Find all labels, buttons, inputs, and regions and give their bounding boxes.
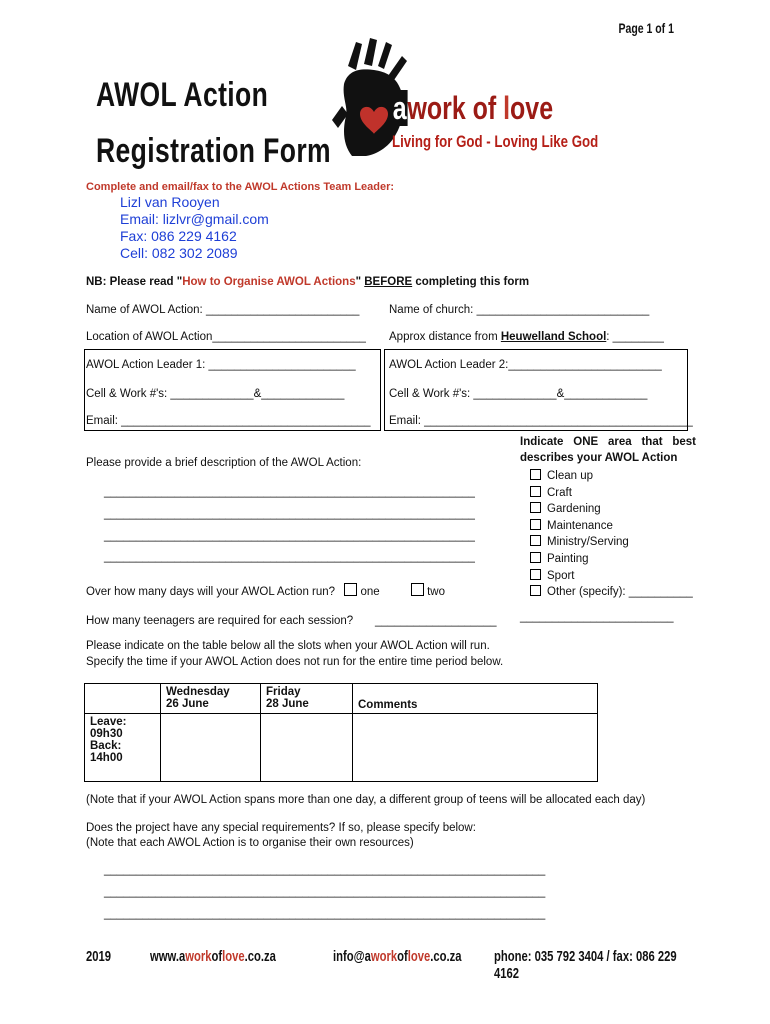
- days-question: Over how many days will your AWOL Action run? one two: [86, 583, 445, 598]
- brand-name: awork of love: [392, 90, 554, 126]
- contact-fax: Fax: 086 229 4162: [120, 228, 237, 244]
- area-option-label: Other (specify): __________: [547, 586, 693, 599]
- church-field[interactable]: Name of church: ___________________________: [389, 304, 650, 316]
- email2-field[interactable]: Email: __________________________________________: [389, 415, 693, 427]
- location-field[interactable]: Location of AWOL Action________________________: [86, 331, 366, 343]
- special-line[interactable]: _____________________________________________________________________: [104, 908, 546, 920]
- special-note: (Note that each AWOL Action is to organise their own resources): [86, 837, 414, 849]
- checkbox[interactable]: [530, 585, 541, 596]
- action-name-field[interactable]: Name of AWOL Action: ________________________: [86, 304, 360, 316]
- form-title-line1: AWOL Action: [96, 76, 269, 114]
- contact-cell: Cell: 082 302 2089: [120, 245, 238, 261]
- footer-website[interactable]: www.aworkoflove.co.za: [150, 948, 276, 965]
- area-other-line[interactable]: ________________________: [520, 610, 674, 623]
- teens-label: How many teenagers are required for each session?: [86, 615, 354, 627]
- checkbox[interactable]: [530, 552, 541, 563]
- special-line[interactable]: _____________________________________________________________________: [104, 886, 546, 898]
- leader2-field[interactable]: AWOL Action Leader 2:________________________: [389, 359, 662, 371]
- cell2-field[interactable]: Cell & Work #'s: _____________&_____________: [389, 388, 648, 400]
- area-option[interactable]: [530, 485, 696, 502]
- days-two-label: two: [427, 586, 445, 598]
- note-span: (Note that if your AWOL Action spans more than one day, a different group of teens will be allocated each day): [86, 794, 646, 806]
- special-line[interactable]: _____________________________________________________________________: [104, 864, 546, 876]
- contact-email: Email: lizlvr@gmail.com: [120, 211, 269, 227]
- leader1-field[interactable]: AWOL Action Leader 1: _______________________: [86, 359, 356, 371]
- form-title-line2: Registration Form: [96, 132, 332, 170]
- comments-cell[interactable]: [353, 714, 598, 782]
- area-option[interactable]: [530, 551, 696, 568]
- email1-field[interactable]: Email: _______________________________________: [86, 415, 371, 427]
- instruction-text: Complete and email/fax to the AWOL Actions Team Leader:: [86, 181, 395, 193]
- checkbox[interactable]: [530, 486, 541, 497]
- footer-year: 2019: [86, 948, 112, 965]
- description-line[interactable]: __________________________________________________________: [104, 508, 475, 520]
- area-option-label: Gardening: [547, 503, 601, 516]
- friday-slot-cell[interactable]: [261, 714, 353, 782]
- checkbox[interactable]: [530, 569, 541, 580]
- time-cell: Leave: 09h30 Back: 14h00: [85, 714, 161, 782]
- wednesday-header: Wednesday 26 June: [161, 684, 261, 714]
- checkbox[interactable]: [530, 502, 541, 513]
- table-intro-1: Please indicate on the table below all the slots when your AWOL Action will run.: [86, 640, 490, 652]
- footer-email[interactable]: info@aworkoflove.co.za: [333, 948, 462, 965]
- brand-tagline: Living for God - Loving Like God: [392, 132, 599, 151]
- cell1-field[interactable]: Cell & Work #'s: _____________&_____________: [86, 388, 345, 400]
- description-line[interactable]: __________________________________________________________: [104, 551, 475, 563]
- description-line[interactable]: __________________________________________________________: [104, 530, 475, 542]
- area-option-label: Ministry/Serving: [547, 536, 629, 549]
- distance-field[interactable]: Approx distance from Heuwelland School: ________: [389, 331, 664, 343]
- area-option[interactable]: [530, 518, 696, 535]
- slots-table: [84, 683, 598, 782]
- footer-phone: phone: 035 792 3404 / fax: 086 229 4162: [494, 948, 677, 982]
- area-option[interactable]: [530, 468, 696, 485]
- area-selection: [520, 434, 696, 623]
- description-line[interactable]: __________________________________________________________: [104, 486, 475, 498]
- page-number: Page 1 of 1: [618, 20, 674, 36]
- days-two-checkbox[interactable]: [411, 583, 424, 596]
- area-option[interactable]: [530, 568, 696, 585]
- checkbox[interactable]: [530, 469, 541, 480]
- area-option-label: Painting: [547, 552, 589, 565]
- description-label: Please provide a brief description of the AWOL Action:: [86, 457, 362, 469]
- comments-header: Comments: [353, 684, 598, 714]
- area-options: [530, 468, 696, 601]
- days-one-label: one: [360, 586, 380, 598]
- area-option[interactable]: [530, 501, 696, 518]
- area-option-label: Clean up: [547, 470, 594, 482]
- checkbox[interactable]: [530, 519, 541, 530]
- nb-notice: NB: Please read "How to Organise AWOL Actions" BEFORE completing this form: [86, 276, 530, 288]
- teens-field[interactable]: ___________________: [375, 615, 497, 627]
- area-option-label: Maintenance: [547, 519, 613, 532]
- checkbox[interactable]: [530, 535, 541, 546]
- days-one-checkbox[interactable]: [344, 583, 357, 596]
- table-intro-2: Specify the time if your AWOL Action does not run for the entire time period below.: [86, 656, 504, 668]
- friday-header: Friday 28 June: [261, 684, 353, 714]
- area-option-label: Sport: [547, 569, 575, 582]
- area-option[interactable]: [530, 534, 696, 551]
- wednesday-slot-cell[interactable]: [161, 714, 261, 782]
- special-label: Does the project have any special requirements? If so, please specify below:: [86, 822, 476, 834]
- area-option-label: Craft: [547, 486, 572, 499]
- area-title: Indicate ONE area that best describes your AWOL Action: [520, 436, 696, 464]
- area-option[interactable]: [530, 584, 696, 601]
- contact-name: Lizl van Rooyen: [120, 194, 220, 210]
